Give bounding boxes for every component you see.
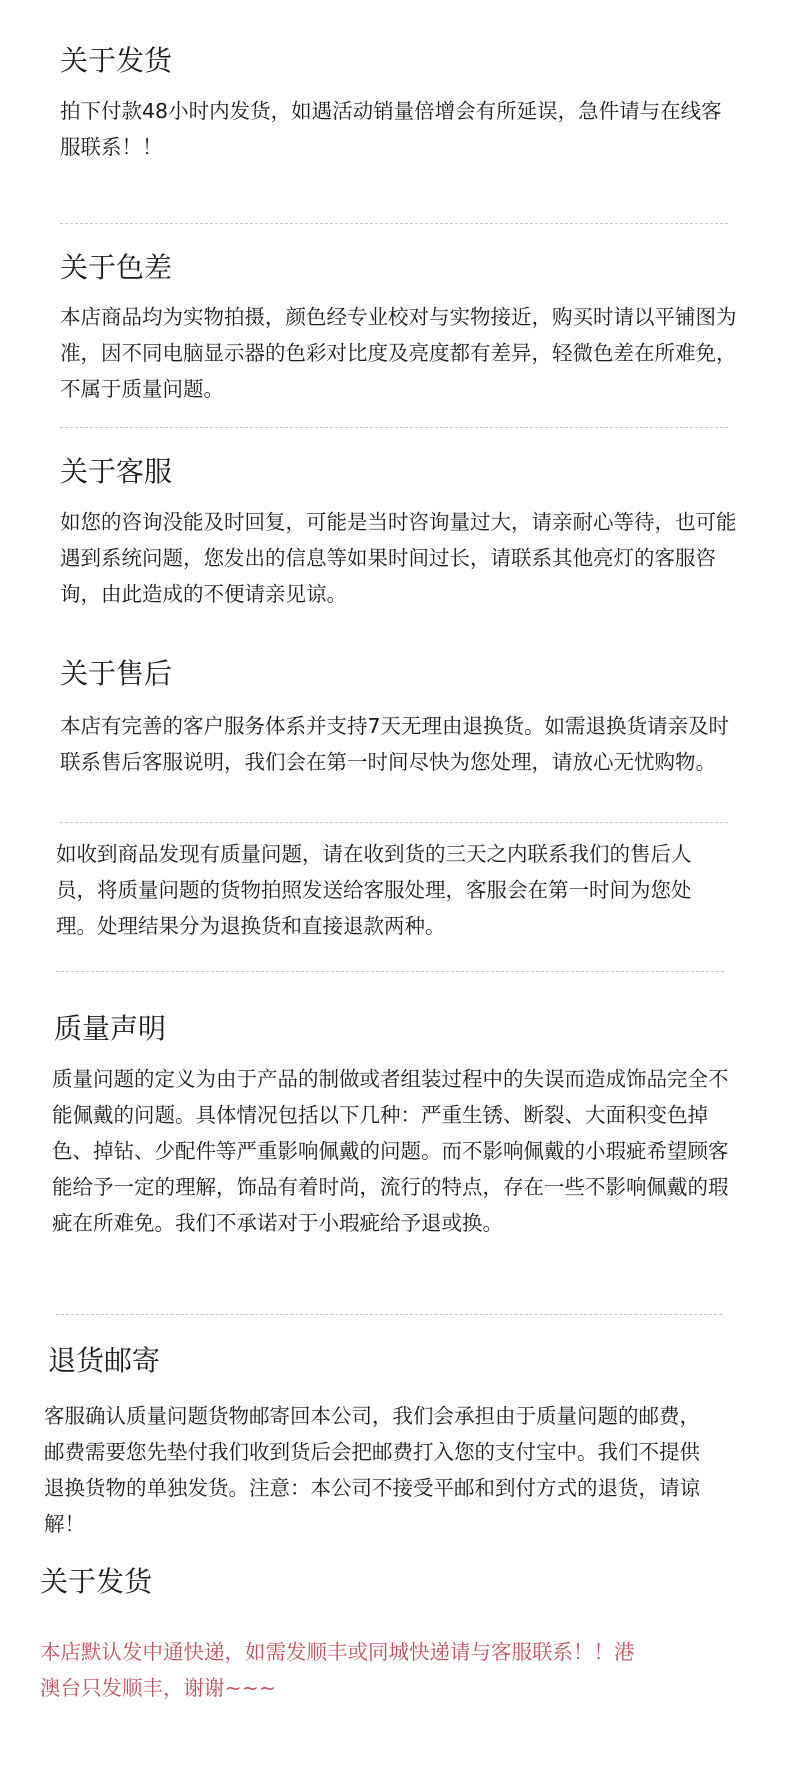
divider [56, 1314, 722, 1315]
after-sales-paragraph: 本店有完善的客户服务体系并支持7天无理由退换货。如需退换货请亲及时联系售后客服说明，我们会在第一时间尽快为您处理，请放心无忧购物。 [60, 714, 730, 774]
customer-service-paragraph: 如您的咨询没能及时回复，可能是当时咨询量过大，请亲耐心等待，也可能遇到系统问题，您发出的信息等如果时间过长，请联系其他亮灯的客服咨询，由此造成的不便请亲见谅。 [60, 510, 737, 606]
quality-statement-paragraph: 质量问题的定义为由于产品的制做或者组装过程中的失误而造成饰品完全不能佩戴的问题。具体情况包括以下几种：严重生锈、断裂、大面积变色掉色、掉钻、少配件等严重影响佩戴的问题。而不影响佩戴的小瑕疵希望顾客能给予一定的理解，饰品有着时尚，流行的特点，存在一些不影响佩戴的瑕疵在所难免。我们不承诺对于小瑕疵给予退或换。 [52, 1067, 729, 1235]
section-title-return-shipping: 退货邮寄 [48, 1344, 161, 1377]
divider [60, 223, 728, 224]
section-title-courier: 关于发货 [40, 1565, 153, 1598]
shipping-paragraph: 拍下付款48小时内发货，如遇活动销量倍增会有所延误，急件请与在线客服联系！！ [60, 99, 722, 159]
section-title-shipping: 关于发货 [60, 44, 173, 77]
divider [56, 971, 724, 972]
courier-paragraph: 本店默认发中通快递，如需发顺丰或同城快递请与客服联系！！港澳台只发顺丰，谢谢~~~ [40, 1640, 635, 1700]
section-title-color-difference: 关于色差 [60, 251, 173, 284]
quality-issue-paragraph: 如收到商品发现有质量问题，请在收到货的三天之内联系我们的售后人员，将质量问题的货物拍照发送给客服处理，客服会在第一时间为您处理。处理结果分为退换货和直接退款两种。 [56, 842, 692, 938]
section-title-customer-service: 关于客服 [60, 455, 173, 488]
divider [60, 427, 728, 428]
return-shipping-paragraph: 客服确认质量问题货物邮寄回本公司，我们会承担由于质量问题的邮费，邮费需要您先垫付我们收到货后会把邮费打入您的支付宝中。我们不提供退换货物的单独发货。注意：本公司不接受平邮和到付方式的退货，请谅解！ [44, 1404, 700, 1536]
section-title-quality-statement: 质量声明 [54, 1012, 167, 1045]
divider [60, 822, 728, 823]
section-title-after-sales: 关于售后 [60, 657, 173, 690]
color-difference-paragraph: 本店商品均为实物拍摄，颜色经专业校对与实物接近，购买时请以平铺图为准，因不同电脑显示器的色彩对比度及亮度都有差异，轻微色差在所难免，不属于质量问题。 [60, 305, 737, 401]
